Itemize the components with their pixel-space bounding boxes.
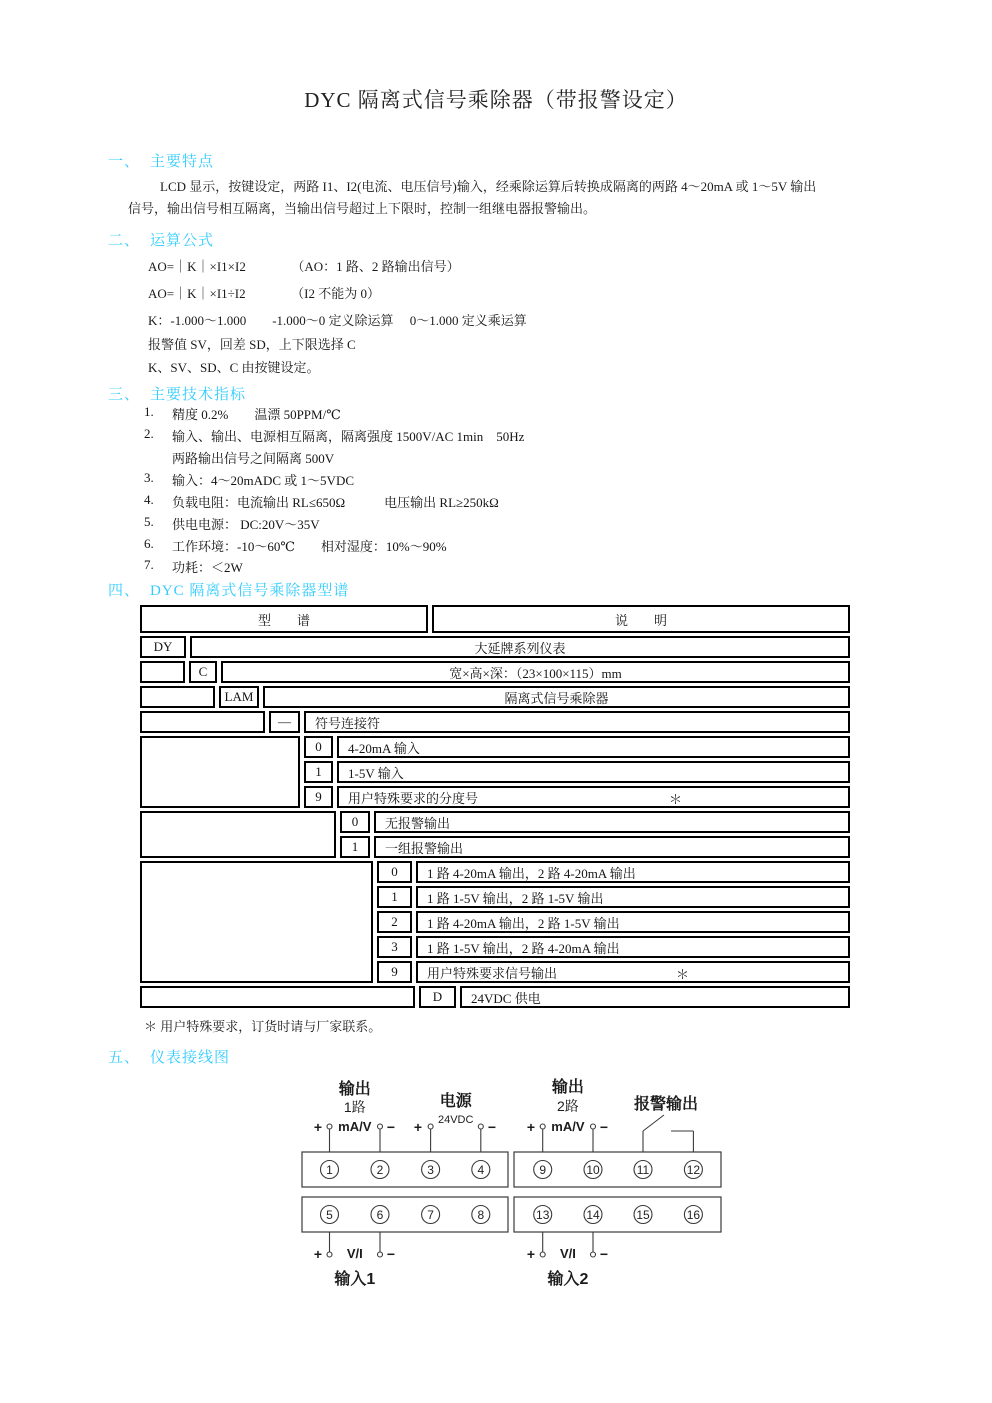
spec-item-7 bbox=[144, 557, 243, 576]
input2-signal: V/I bbox=[559, 1246, 576, 1261]
table-group-lam bbox=[140, 686, 850, 708]
spec-item-text: 负载电阻：电流输出 RL≤650Ω 电压输出 RL≥250kΩ bbox=[172, 495, 499, 510]
section-2-title: 运算公式 bbox=[150, 233, 215, 249]
wiring-diagram bbox=[290, 1066, 770, 1306]
lead-dot bbox=[591, 1124, 596, 1129]
code-cell: — bbox=[269, 711, 300, 733]
code-cell: 3 bbox=[377, 936, 412, 958]
spec-item-text: 两路输出信号之间隔离 500V bbox=[172, 451, 335, 466]
table-row-alarm-1 bbox=[340, 836, 850, 858]
spec-item-number: 5. bbox=[144, 514, 154, 529]
section-1-number: 一、 bbox=[108, 154, 141, 170]
spec-item-number: 3. bbox=[144, 470, 154, 485]
terminal-blocks bbox=[302, 1152, 721, 1232]
section-3-number: 三、 bbox=[108, 387, 141, 403]
formula-line-1: AO=｜K｜×I1×I2 （AO：1 路、2 路输出信号） bbox=[148, 259, 460, 274]
desc-cell: 1 路 1-5V 输出，2 路 4-20mA 输出 bbox=[416, 936, 850, 958]
input2-minus: − bbox=[599, 1246, 609, 1262]
code-cell: 0 bbox=[340, 811, 370, 833]
table-row-input-9 bbox=[304, 786, 850, 808]
power-voltage: 24VDC bbox=[437, 1114, 474, 1126]
table-row-output-1 bbox=[377, 886, 850, 908]
table-row-c bbox=[189, 661, 850, 683]
table-row-output-0 bbox=[377, 861, 850, 883]
table-group-output bbox=[140, 861, 850, 983]
spec-item-5 bbox=[144, 514, 320, 533]
terminal-12: 12 bbox=[686, 1163, 701, 1177]
spec-item-text: 功耗：＜2W bbox=[172, 560, 243, 575]
table-row-output-2 bbox=[377, 911, 850, 933]
table-row-alarm-0 bbox=[340, 811, 850, 833]
table-row-d bbox=[419, 986, 850, 1008]
table-group-size bbox=[140, 661, 850, 683]
alarm-output-title: 报警输出 bbox=[633, 1096, 699, 1113]
model-spectrum-table bbox=[140, 605, 850, 1008]
output2-title: 输出 bbox=[551, 1079, 584, 1096]
desc-cell: 1-5V 输入 bbox=[337, 761, 850, 783]
desc-cell: 隔离式信号乘除器 bbox=[263, 686, 850, 708]
terminal-13: 13 bbox=[536, 1208, 550, 1222]
relay-contact-symbol bbox=[643, 1115, 693, 1152]
terminal-5: 5 bbox=[326, 1208, 333, 1222]
spec-item-text: 供电电源： DC:20V～35V bbox=[172, 517, 320, 532]
table-group-dash bbox=[140, 711, 850, 733]
spec-item-text: 输入：4～20mADC 或 1～5VDC bbox=[172, 473, 355, 488]
desc-cell bbox=[416, 961, 850, 983]
table-footnote: ＊ 用户特殊要求，订货时请与厂家联系。 bbox=[144, 1019, 382, 1034]
output2-channel: 2路 bbox=[557, 1098, 579, 1114]
code-cell: 9 bbox=[377, 961, 412, 983]
input1-title: 输入1 bbox=[334, 1271, 376, 1288]
lead-dot bbox=[540, 1252, 545, 1257]
table-row-dy bbox=[140, 636, 850, 658]
input1-plus: + bbox=[313, 1246, 323, 1262]
terminal-9: 9 bbox=[539, 1163, 547, 1177]
terminal-3: 3 bbox=[427, 1163, 434, 1177]
output2-signal: mA/V bbox=[551, 1119, 585, 1134]
relay-lever bbox=[643, 1115, 664, 1131]
table-group-power bbox=[140, 986, 850, 1008]
output1-channel: 1路 bbox=[343, 1099, 366, 1115]
input2-title: 输入2 bbox=[547, 1271, 589, 1288]
desc-cell: 1 路 1-5V 输出，2 路 1-5V 输出 bbox=[416, 886, 850, 908]
formula-line-5: K、SV、SD、C 由按键设定。 bbox=[148, 360, 320, 375]
desc-cell: 24VDC 供电 bbox=[460, 986, 850, 1008]
code-cell: C bbox=[189, 661, 217, 683]
code-cell: D bbox=[419, 986, 456, 1008]
page-title: DYC 隔离式信号乘除器（带报警设定） bbox=[304, 88, 688, 112]
table-row-input-0 bbox=[304, 736, 850, 758]
terminal-10: 10 bbox=[586, 1163, 600, 1177]
desc-cell: 无报警输出 bbox=[374, 811, 850, 833]
lead-dot bbox=[327, 1124, 332, 1129]
table-row-lam bbox=[219, 686, 850, 708]
terminal-1: 1 bbox=[326, 1163, 333, 1177]
indent-spacer bbox=[140, 811, 336, 858]
section-1-heading bbox=[108, 150, 214, 171]
spec-item-number: 2. bbox=[144, 426, 154, 441]
spec-item-text: 输入、输出、电源相互隔离，隔离强度 1500V/AC 1min 50Hz bbox=[172, 429, 525, 444]
section-5-heading bbox=[108, 1046, 230, 1067]
code-cell: 9 bbox=[304, 786, 333, 808]
lead-dot bbox=[591, 1252, 596, 1257]
special-request-star: ＊ bbox=[669, 792, 683, 807]
feature-line-1: LCD 显示，按键设定，两路 I1、I2(电流、电压信号)输入，经乘除运算后转换成隔离的两路 4～20mA 或 1～5V 输出 bbox=[160, 179, 817, 194]
spec-item-3 bbox=[144, 470, 354, 489]
spec-item-4 bbox=[144, 492, 499, 511]
spec-item-number bbox=[144, 448, 172, 467]
desc-cell: 1 路 4-20mA 输出，2 路 4-20mA 输出 bbox=[416, 861, 850, 883]
lead-dot bbox=[428, 1124, 433, 1129]
table-row-output-9 bbox=[377, 961, 850, 983]
code-cell: LAM bbox=[219, 686, 259, 708]
code-cell: 1 bbox=[340, 836, 370, 858]
desc-cell: 大延牌系列仪表 bbox=[190, 636, 850, 658]
code-cell: DY bbox=[140, 636, 186, 658]
output2-plus: + bbox=[526, 1119, 536, 1135]
desc-cell: 4-20mA 输入 bbox=[337, 736, 850, 758]
desc-cell: 宽×高×深：（23×100×115）mm bbox=[221, 661, 850, 683]
indent-spacer bbox=[140, 711, 265, 733]
table-row-dash bbox=[269, 711, 850, 733]
output2-minus: − bbox=[599, 1119, 609, 1135]
output1-signal: mA/V bbox=[338, 1119, 372, 1134]
indent-spacer bbox=[140, 736, 300, 808]
terminal-4: 4 bbox=[477, 1163, 485, 1177]
section-2-number: 二、 bbox=[108, 233, 141, 249]
section-1-title: 主要特点 bbox=[150, 154, 215, 170]
spec-item-1 bbox=[144, 404, 341, 423]
code-cell: 1 bbox=[304, 761, 333, 783]
spec-item-text: 精度 0.2% 温漂 50PPM/℃ bbox=[172, 407, 341, 422]
desc-cell: 一组报警输出 bbox=[374, 836, 850, 858]
spec-item-2 bbox=[144, 426, 524, 445]
input2-plus: + bbox=[526, 1246, 536, 1262]
diagram-labels bbox=[314, 1077, 698, 1288]
table-group-alarm bbox=[140, 811, 850, 858]
section-5-title: 仪表接线图 bbox=[150, 1050, 231, 1066]
lead-dot bbox=[540, 1124, 545, 1129]
indent-spacer bbox=[140, 861, 373, 983]
formula-line-4: 报警值 SV，回差 SD，上下限选择 C bbox=[148, 337, 356, 352]
output1-plus: + bbox=[313, 1119, 323, 1135]
lead-dot bbox=[327, 1252, 332, 1257]
feature-line-2: 信号，输出信号相互隔离，当输出信号超过上下限时，控制一组继电器报警输出。 bbox=[128, 201, 597, 216]
code-cell: 2 bbox=[377, 911, 412, 933]
section-3-title: 主要技术指标 bbox=[150, 387, 247, 403]
spec-item-text: 工作环境：-10～60℃ 相对湿度：10%～90% bbox=[172, 539, 447, 554]
output1-title: 输出 bbox=[338, 1081, 371, 1098]
formula-line-3: K：-1.000～1.000 -1.000～0 定义除运算 0～1.000 定义乘运算 bbox=[148, 313, 527, 328]
power-minus: − bbox=[487, 1119, 497, 1135]
desc-text: 用户特殊要求信号输出 bbox=[427, 965, 558, 981]
desc-cell bbox=[337, 786, 850, 808]
table-header-row bbox=[140, 605, 850, 633]
indent-spacer bbox=[140, 686, 215, 708]
output1-minus: − bbox=[386, 1119, 396, 1135]
lead-dot bbox=[478, 1124, 483, 1129]
desc-text: 用户特殊要求的分度号 bbox=[348, 790, 479, 806]
input-lead-lines bbox=[327, 1232, 596, 1257]
special-request-star: ＊ bbox=[676, 967, 690, 982]
power-title: 电源 bbox=[439, 1093, 472, 1110]
lead-dot bbox=[378, 1124, 383, 1129]
table-row-output-3 bbox=[377, 936, 850, 958]
power-plus: + bbox=[413, 1119, 423, 1135]
section-4-title: DYC 隔离式信号乘除器型谱 bbox=[150, 583, 350, 599]
desc-cell: 1 路 4-20mA 输出，2 路 1-5V 输出 bbox=[416, 911, 850, 933]
code-cell: 0 bbox=[304, 736, 333, 758]
input1-minus: − bbox=[386, 1246, 396, 1262]
indent-spacer bbox=[140, 986, 415, 1008]
terminal-11: 11 bbox=[636, 1163, 650, 1177]
terminal-16: 16 bbox=[686, 1208, 701, 1222]
section-4-heading bbox=[108, 579, 349, 600]
spec-item-2b bbox=[144, 448, 334, 467]
indent-spacer bbox=[140, 661, 185, 683]
spec-item-6 bbox=[144, 536, 447, 555]
terminal-7: 7 bbox=[427, 1208, 434, 1222]
terminal-8: 8 bbox=[477, 1208, 485, 1222]
section-4-number: 四、 bbox=[108, 583, 141, 599]
formula-line-2: AO=｜K｜×I1÷I2 （I2 不能为 0） bbox=[148, 286, 380, 301]
spec-item-number: 1. bbox=[144, 404, 154, 419]
terminal-15: 15 bbox=[636, 1208, 650, 1222]
spec-item-number: 6. bbox=[144, 536, 154, 551]
table-group-input bbox=[140, 736, 850, 808]
desc-cell: 符号连接符 bbox=[304, 711, 850, 733]
table-header-model: 型 谱 bbox=[140, 605, 428, 633]
table-row-input-1 bbox=[304, 761, 850, 783]
code-cell: 0 bbox=[377, 861, 412, 883]
section-5-number: 五、 bbox=[108, 1050, 141, 1066]
code-cell: 1 bbox=[377, 886, 412, 908]
spec-item-number: 7. bbox=[144, 557, 154, 572]
terminal-6: 6 bbox=[376, 1208, 384, 1222]
input1-signal: V/I bbox=[346, 1246, 363, 1261]
terminal-2: 2 bbox=[376, 1163, 384, 1177]
spec-item-number: 4. bbox=[144, 492, 154, 507]
terminal-14: 14 bbox=[586, 1208, 600, 1222]
table-header-desc: 说 明 bbox=[432, 605, 850, 633]
terminal-numbers bbox=[326, 1163, 700, 1222]
section-2-heading bbox=[108, 229, 214, 250]
section-3-heading bbox=[108, 383, 246, 404]
lead-dot bbox=[378, 1252, 383, 1257]
